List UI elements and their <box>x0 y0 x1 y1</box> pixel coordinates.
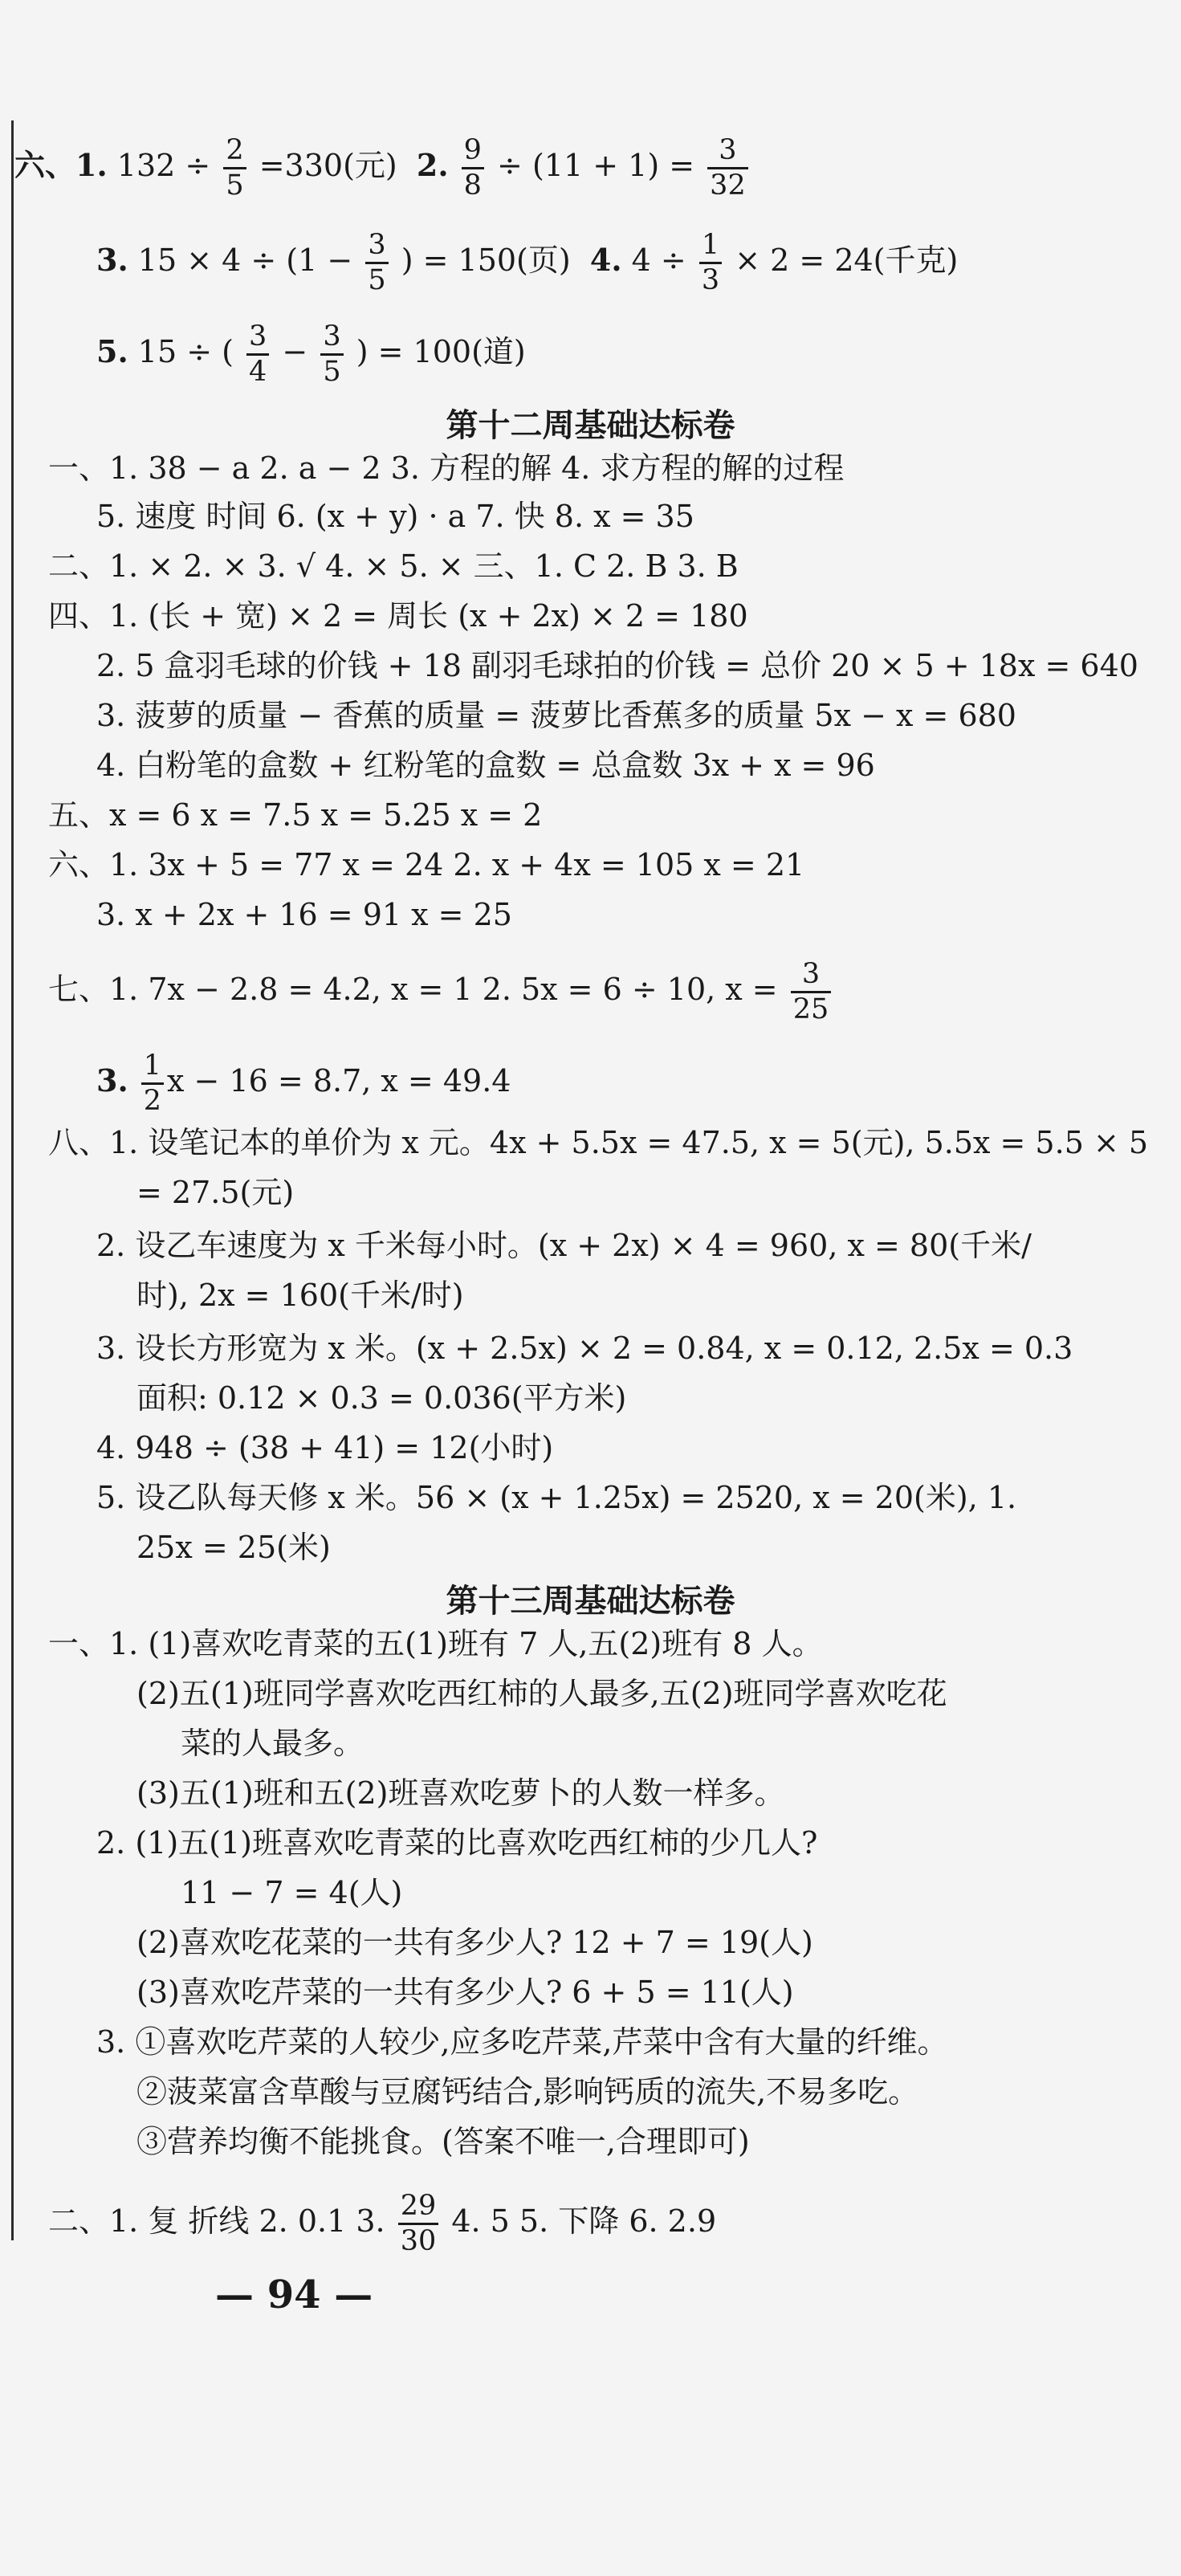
item-number: 1. <box>75 147 108 183</box>
item-number: 5. <box>96 333 128 369</box>
item-number: 4. <box>589 242 622 278</box>
expression: ) = 150(页) <box>401 243 571 278</box>
expression: ÷ (11 + 1) = <box>497 148 695 183</box>
answer-line: ③营养均衡不能挑食。(答案不唯一,合理即可) <box>136 2124 750 2159</box>
answer-line: 3. ①喜欢吃芹菜的人较少,应多吃芹菜,芹菜中含有大量的纤维。 <box>96 2024 948 2060</box>
fraction: $\frac{1}{3}$ <box>699 231 722 295</box>
answer-line: 4. 白粉笔的盒数 + 红粉笔的盒数 = 总盒数 3x + x = 96 <box>96 748 875 783</box>
fraction: $\frac{3}{5}$ <box>320 323 343 386</box>
answer-line: 二、1. × 2. × 3. √ 4. × 5. × 三、1. C 2. B 3. B <box>48 548 739 584</box>
answer-line: 四、1. (长 + 宽) × 2 = 周长 (x + 2x) × 2 = 180 <box>48 598 748 634</box>
answer-line: 2. 设乙车速度为 x 千米每小时。(x + 2x) × 4 = 960, x = 80(千米/ <box>96 1228 1032 1263</box>
answer-line: 八、1. 设笔记本的单价为 x 元。4x + 5.5x = 47.5, x = 5(元), 5.5x = 5.5 × 5 <box>48 1125 1149 1160</box>
fraction: $\frac{9}{8}$ <box>462 137 484 200</box>
answer-line: 5. 速度 时间 6. (x + y) · a 7. 快 8. x = 35 <box>96 499 694 534</box>
expression: 132 ÷ <box>116 148 211 183</box>
expression: 15 ÷ ( <box>137 334 234 369</box>
answer-line: = 27.5(元) <box>136 1175 295 1210</box>
answer-line: 时), 2x = 160(千米/时) <box>136 1278 464 1313</box>
answer-line-6-5: 5. 15 ÷ ( $\frac{3}{4}$ − $\frac{3}{5}$ ) = 100(道) <box>96 320 526 388</box>
answer-line: ②菠菜富含草酸与豆腐钙结合,影响钙质的流失,不易多吃。 <box>136 2074 919 2109</box>
answer-line: 4. 948 ÷ (38 + 41) = 12(小时) <box>96 1430 554 1465</box>
answer-line: 25x = 25(米) <box>136 1530 331 1565</box>
item-number: 2. <box>416 147 449 183</box>
answer-line: (3)喜欢吃芹菜的一共有多少人? 6 + 5 = 11(人) <box>136 1975 794 2010</box>
answer-line: 五、x = 6 x = 7.5 x = 5.25 x = 2 <box>48 797 543 833</box>
answer-line: 二、1. 复 折线 2. 0.1 3. $\frac{29}{30}$ 4. 5 5. 下降 6. 2.9 <box>48 2190 717 2257</box>
expression: 4 ÷ <box>631 243 686 278</box>
answer-line: 2. (1)五(1)班喜欢吃青菜的比喜欢吃西红柿的少几人? <box>96 1825 818 1861</box>
answer-line: (2)喜欢吃花菜的一共有多少人? 12 + 7 = 19(人) <box>136 1925 813 1960</box>
section-title-week13: 第十三周基础达标卷 <box>446 1583 735 1620</box>
answer-line: 3. $\frac{1}{2}$ x − 16 = 8.7, x = 49.4 <box>96 1050 511 1117</box>
page-number: — 94 — <box>215 2272 373 2317</box>
answer-line: 3. 设长方形宽为 x 米。(x + 2.5x) × 2 = 0.84, x = 0.12, 2.5x = 0.3 <box>96 1331 1073 1366</box>
expression: ) = 100(道) <box>356 334 526 369</box>
answer-line-6-1 <box>14 134 751 202</box>
answer-line: 七、1. 7x − 2.8 = 4.2, x = 1 2. 5x = 6 ÷ 10, x = $\frac{3}{25}$ <box>48 960 834 1024</box>
expression: × 2 = 24(千克) <box>735 243 959 278</box>
fraction: $\frac{29}{30}$ <box>398 2192 439 2256</box>
answer-line: 2. 5 盒羽毛球的价钱 + 18 副羽毛球拍的价钱 = 总价 20 × 5 + 18x = 640 <box>96 648 1138 683</box>
answer-line: 一、1. 38 − a 2. a − 2 3. 方程的解 4. 求方程的解的过程 <box>48 450 845 486</box>
answer-line: 面积: 0.12 × 0.3 = 0.036(平方米) <box>136 1380 627 1416</box>
fraction: $\frac{1}{2}$ <box>141 1052 164 1115</box>
answer-line: 11 − 7 = 4(人) <box>181 1875 403 1910</box>
answer-line: 六、1. 3x + 5 = 77 x = 24 2. x + 4x = 105 x = 21 <box>48 847 805 882</box>
section-label: 六、 <box>14 147 76 183</box>
answer-line: 5. 设乙队每天修 x 米。56 × (x + 1.25x) = 2520, x = 20(米), 1. <box>96 1480 1017 1515</box>
answer-line: (3)五(1)班和五(2)班喜欢吃萝卜的人数一样多。 <box>136 1775 785 1811</box>
item-number: 3. <box>96 1062 128 1098</box>
answer-line: 菜的人最多。 <box>181 1726 364 1761</box>
answer-line: 一、1. (1)喜欢吃青菜的五(1)班有 7 人,五(2)班有 8 人。 <box>48 1626 823 1661</box>
fraction: $\frac{3}{4}$ <box>246 323 269 386</box>
answer-line: 3. x + 2x + 16 = 91 x = 25 <box>96 897 512 932</box>
answer-line-6-3 <box>96 231 958 295</box>
fraction: $\frac{3}{25}$ <box>791 960 832 1024</box>
fraction: $\frac{2}{5}$ <box>223 137 246 200</box>
fraction: $\frac{3}{32}$ <box>707 137 748 200</box>
expression: 15 × 4 ÷ (1 − <box>137 243 353 278</box>
answer-line: (2)五(1)班同学喜欢吃西红柿的人最多,五(2)班同学喜欢吃花 <box>136 1676 947 1711</box>
fraction: $\frac{3}{5}$ <box>365 231 388 295</box>
answer-line: 3. 菠萝的质量 − 香蕉的质量 = 菠萝比香蕉多的质量 5x − x = 680 <box>96 698 1016 733</box>
item-number: 3. <box>96 242 128 278</box>
section-title-week12: 第十二周基础达标卷 <box>446 407 735 444</box>
expression: =330(元) <box>259 148 397 183</box>
